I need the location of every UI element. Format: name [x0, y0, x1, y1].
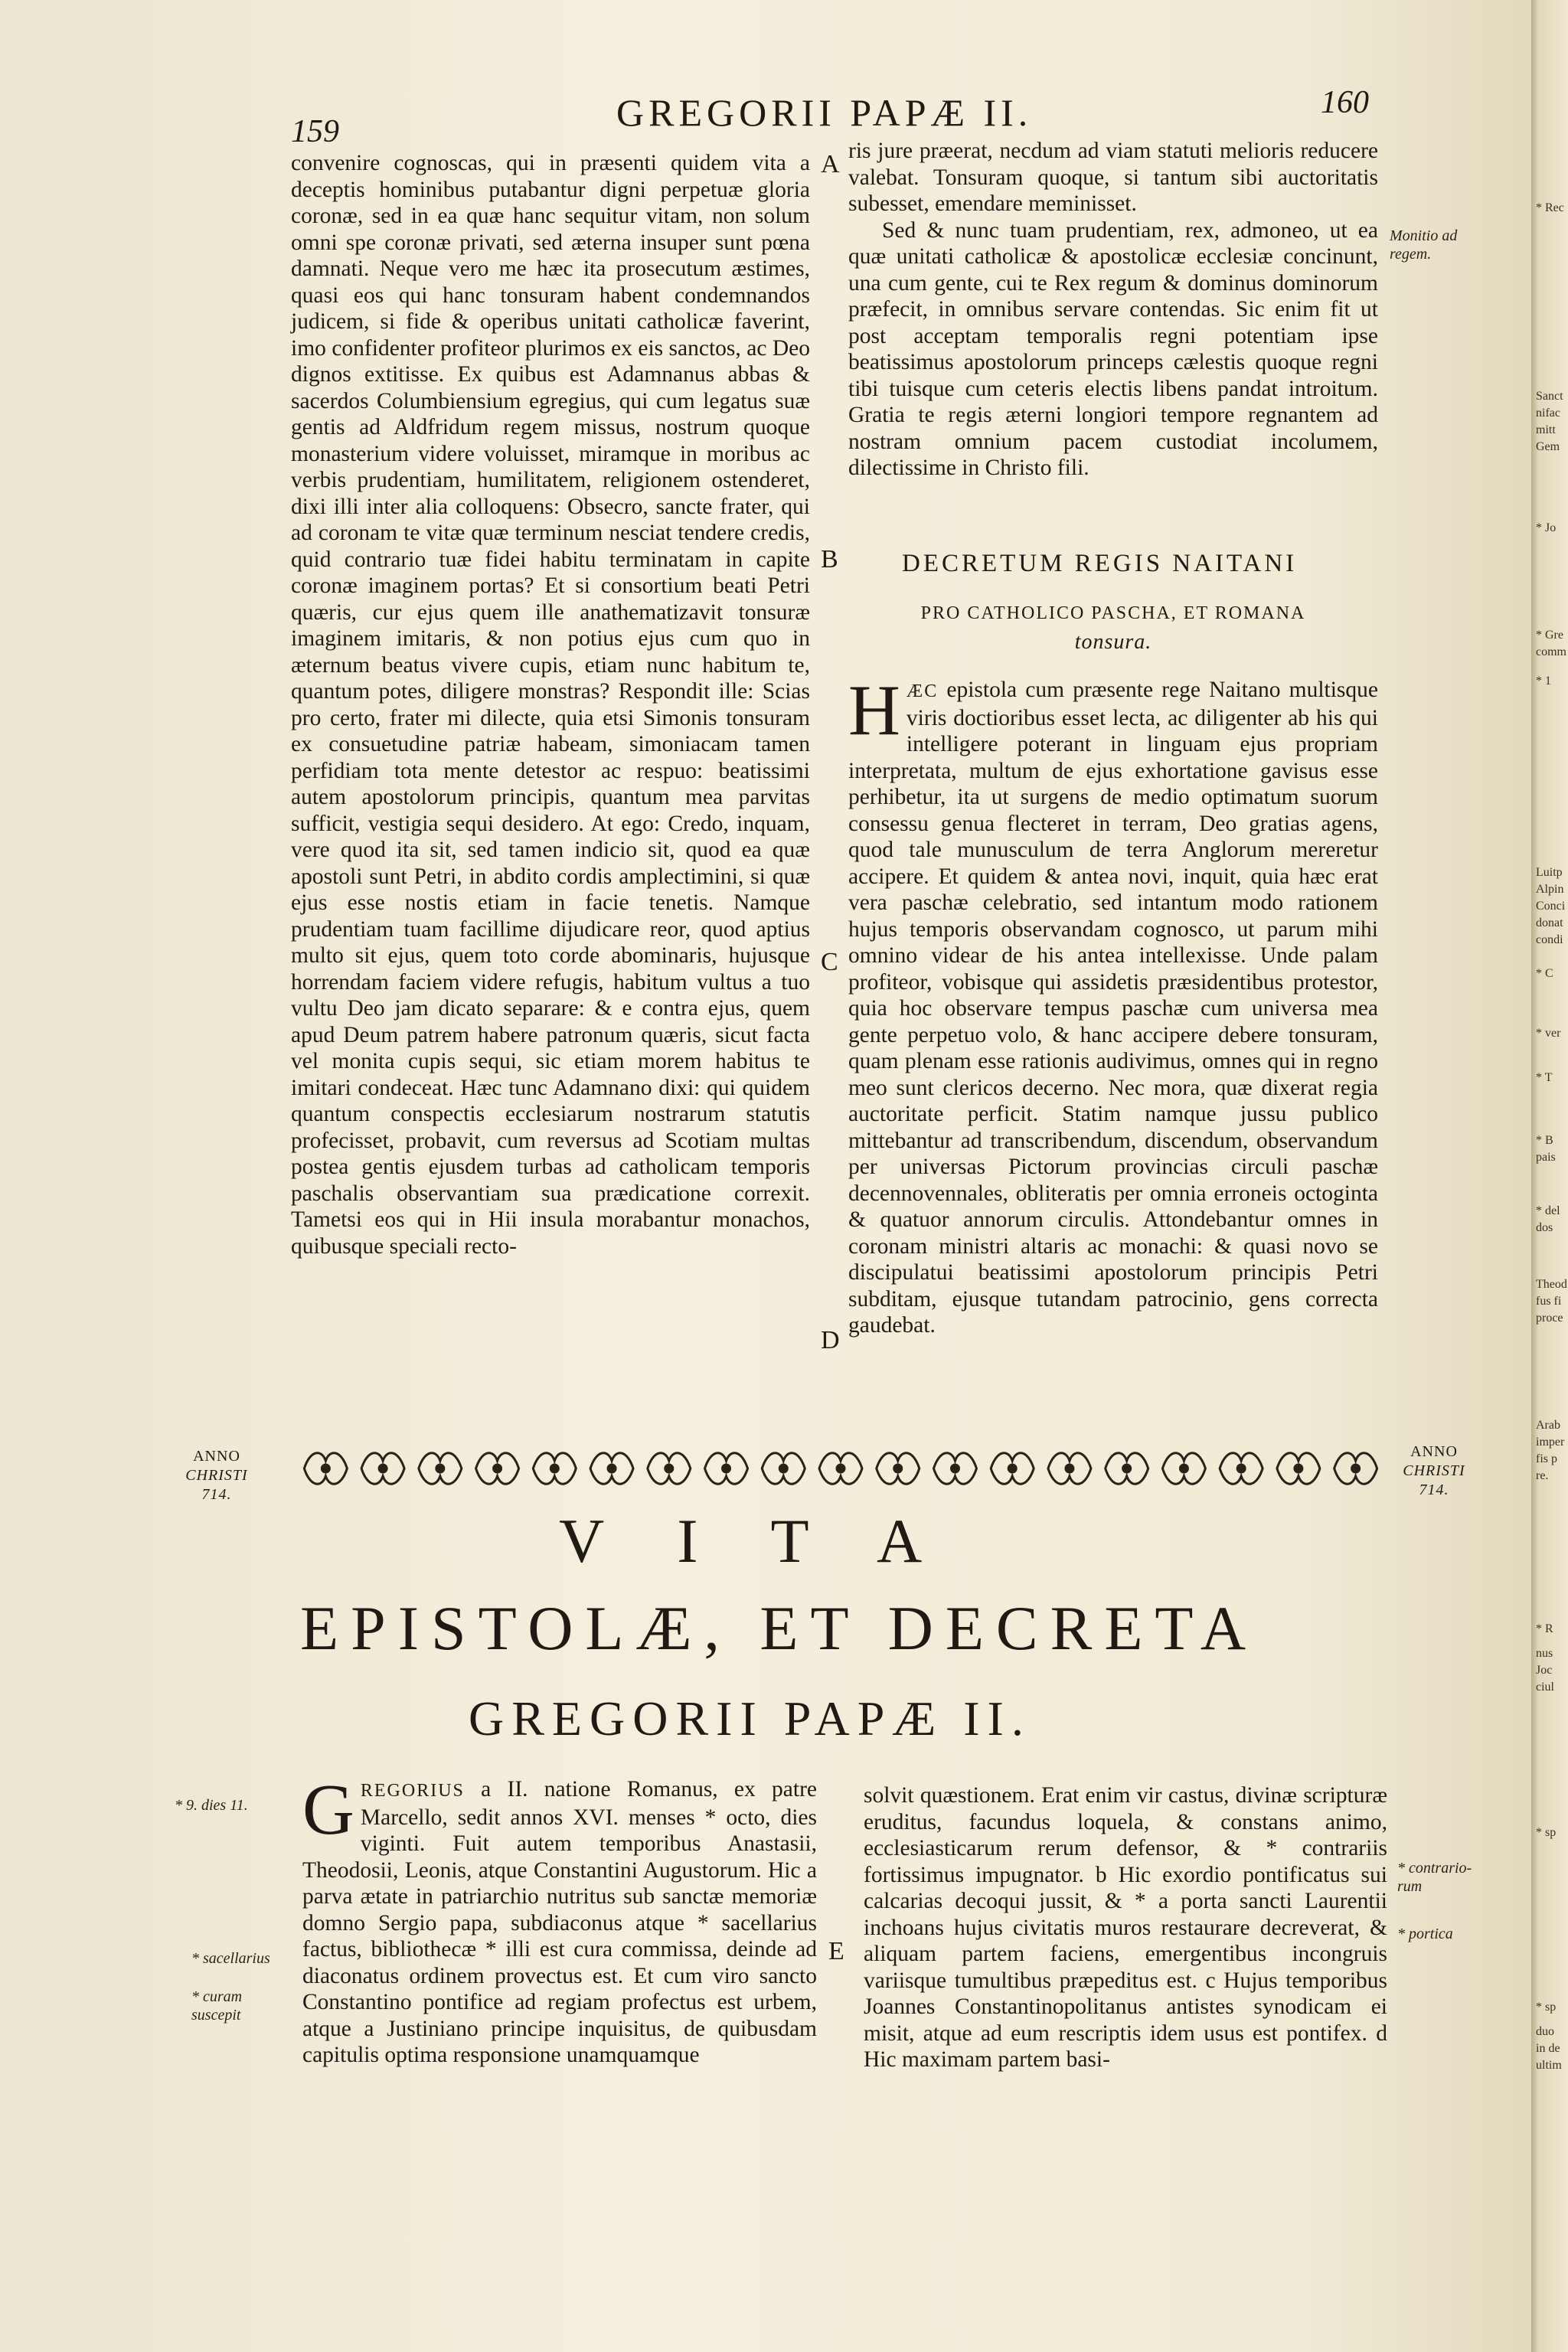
edge-fragment: Theod — [1536, 1278, 1567, 1291]
edge-fragment: duo — [1536, 2025, 1554, 2038]
right-column — [848, 138, 1378, 482]
margin-note-monitio: Monitio ad regem. — [1390, 227, 1458, 263]
edge-fragment: * Gre — [1536, 629, 1563, 642]
margin-note-portica: * portica — [1397, 1926, 1453, 1942]
edge-fragment: imper — [1536, 1436, 1565, 1449]
section-marker-a: A — [821, 150, 840, 178]
edge-fragment: * 1 — [1536, 675, 1551, 688]
margin-note-dies: * 9. dies 11. — [175, 1797, 248, 1814]
left-page-number: 159 — [291, 114, 339, 149]
vita-left-text: a II. natione Romanus, ex patre Marcello, sedit annos XVI. menses * octo, dies viginti. Fuit autem temporibus Anastasii, Theodosii, Leonis, atque Constantini Augustorum. Hic a parva ætate in patriarchio nutritus sub sanctæ memoriæ domno Sergio papa, subdiaconus atque * sacellarius factus, bibliothecæ * illi est cura commissa, deinde ad diaconatus ordinem provectus est. Et cum viro sancto Constantino pontifice ad regiam profectus est urbem, atque a Justiniano principe inquisitus, de quibusdam capitulis optima responsione unamquamque — [302, 1777, 817, 2067]
ornament-dot — [1352, 1465, 1360, 1472]
edge-fragment: Conci — [1536, 900, 1566, 913]
running-title: GREGORII PAPÆ II. — [616, 91, 1033, 134]
ornament-dot — [1237, 1465, 1245, 1472]
edge-fragment: mitt — [1536, 423, 1556, 436]
ornament-dot — [894, 1465, 902, 1472]
ornament-dot — [665, 1465, 673, 1472]
vita-heading-line-2: EPISTOLÆ, ET DECRETA — [300, 1593, 1259, 1663]
decree-subtitle — [848, 599, 1378, 657]
vita-heading-line-1: VITA — [559, 1506, 995, 1576]
edge-fragment: * B — [1536, 1134, 1553, 1147]
edge-fragment: condi — [1536, 933, 1563, 946]
vita-heading-line-3: GREGORII PAPÆ II. — [469, 1691, 1031, 1746]
ornament-dot — [608, 1465, 616, 1472]
ornament-dot — [322, 1465, 329, 1472]
decree-body — [848, 671, 1378, 1339]
ornament-dot — [494, 1465, 501, 1472]
vita-right-text: solvit quæstionem. Erat enim vir castus, divinæ scripturæ eruditus, facundus loquela, & constans animo, ecclesiasticarum rerum defensor, & * contrariis fortissimus impugnator. b Hic exordio pontificatus sui calcarias decoqui jussit, & * a porta sancti Laurentii inchoans hujus civitatis muros restaurare decreverat, & aliquam partem faciens, emergentibus incongruis variisque tumultibus præpeditus est. c Hujus temporibus Joannes Constantinopolitanus antistes synodicam ei misit, atque ad eum rescriptis idem usus est pontifex. d Hic maximam partem basi- — [864, 1783, 1387, 2072]
right-paragraph-2: Sed & nunc tuam prudentiam, rex, admoneo, ut ea quæ unitati catholicæ & apostolicæ ecclesiæ concinunt, una cum gente, cui te Rex regum & dominus dominorum præfecit, in omnibus servare contendas. Sic enim fit ut post acceptam temporalis regni potentiam ipse beatissimus apostolorum princeps cælestis quoque regni tibi tuisque cum ceteris electis libens pandat introitum. Gratia te regis æterni longiori tempore regnantem ad nostram omnium pacem custodiat incolumem, dilectissime in Christo fili. — [848, 217, 1378, 480]
edge-fragment: Sanct — [1536, 390, 1563, 403]
vita-right-column — [864, 1782, 1387, 2073]
ornament-dot — [1123, 1465, 1131, 1472]
ornament-dot — [837, 1465, 844, 1472]
edge-fragment: * sp — [1536, 1826, 1557, 1839]
edge-fragment: pais — [1536, 1151, 1556, 1164]
vita-dropcap: G — [302, 1770, 354, 1850]
edge-fragment: * T — [1536, 1071, 1553, 1084]
edge-fragment: donat — [1536, 916, 1563, 929]
section-marker-c: C — [821, 948, 838, 976]
ornament-dot — [779, 1465, 787, 1472]
margin-note-contrario: * contrario-rum — [1397, 1860, 1472, 1895]
left-paragraph: convenire cognoscas, qui in præsenti quidem vita a deceptis hominibus putabantur digni perpetuæ gloria coronæ, sed in ea quæ hanc sequitur vitam, non solum omni spe coronæ privati, sed æterna insuper sunt pœna damnati. Neque vero me hæc ita prosecutum æstimes, quasi eos qui hanc tonsuram habent condemnandos judicem, si fide & operibus unitati catholicæ faverint, imo confidenter profiteor plurimos ex eis sanctos, ac Deo dignos extitisse. Ex quibus est Adamnanus abbas & sacerdos Columbiensium egregius, qui cum legatus suæ gentis ad Aldfridum regem missus, nostrum quoque monasterium videre voluisset, miramque in moribus ac verbis prudentiam, humilitatem, religionem ostenderet, dixi illi inter alia colloquens: Obsecro, sancte frater, qui ad coronam te vitæ quæ terminum nesciat tendere credis, quid contrario tuæ fidei habitu terminatam in capite coronæ imaginem portas? Et si consortium beati Petri quæris, cur ejus quem ille anathematizavit tonsuræ imaginem imitaris, & non potius ejus cum quo in æternum beatus vivere cupis, etiam nunc habitum te, quantum potes, diligere monstras? Respondit ille: Scias pro certo, frater mi dilecte, quia etsi Simonis tonsuram ex consuetudine patriæ habeam, simoniacam tamen perfidiam tota mente detestor ac respuo: beatissimi autem apostolorum principis, quantum mea parvitas sufficit, vestigia sequi desidero. At ego: Credo, inquam, vere quod ita sit, sed tamen indicio sit, quod ea quæ apostoli sunt Petri, in abdito cordis amplectimini, si quæ ejus esse nostis etiam in facie tenetis. Namque prudentiam tuam facillime dijudicare reor, quod aptius multo sit ejus, quem toto corde abominaris, hujusque horrendam faciem videre refugis, habitum vultus a tuo vultu Deo jam dicato separare: & e contra ejus, quem apud Deum patrem habere patronum quæris, sicut facta vel monita cupis sequi, sic etiam morem habitus te imitari condeceat. Hæc tunc Adamnano dixi: qui quidem quantum conspectis ecclesiarum nostrarum statutis profecisset, probavit, cum reversus ad Scotiam multas postea gentis ejusdem turbas ad catholicam temporis paschalis observantiam sua prædicatione correxit. Tametsi eos qui in Hii insula morabantur monachos, quibusque speciali recto- — [291, 151, 810, 1259]
decree-subtitle-line-1: PRO CATHOLICO PASCHA, ET ROMANA — [920, 603, 1306, 623]
edge-fragment: * ver — [1536, 1027, 1561, 1040]
edge-fragment: Luitp — [1536, 866, 1563, 879]
ornament-band — [297, 1446, 1384, 1491]
ornament-dot — [436, 1465, 444, 1472]
edge-fragment: dos — [1536, 1221, 1553, 1234]
anno-christi-right — [1392, 1442, 1476, 1500]
decree-smallcaps: ÆC — [906, 681, 939, 701]
edge-fragment: * R — [1536, 1622, 1553, 1635]
decree-title: DECRETUM REGIS NAITANI — [902, 550, 1298, 577]
edge-fragment: Alpin — [1536, 883, 1564, 896]
section-marker-e: E — [828, 1937, 844, 1965]
ornament-dot — [1008, 1465, 1016, 1472]
decree-text: epistola cum præsente rege Naitano multisque viris doctioribus esset lecta, ac diligenter ab his qui intelligere poterant in linguam ejus propriam interpretata, multum de ejus exhortatione gavisus esse perhibetur, ita ut surgens de medio optimatum suorum consessu genua flecteret in terram, Deo gratias agens, quod tale munusculum de terra Anglorum mereretur accipere. Et quidem & antea novi, inquit, quia hæc erat vera paschæ celebratio, sed intantum modo rationem hujus temporis observandam cognosco, ut parum mihi omnino videar de his antea intellexisse. Unde palam profiteor, vobisque qui assidetis præsidentibus protestor, quia hoc observare tempus paschæ cum universa mea gente perpetuo volo, & hanc accipere debere tonsuram, quam plenam esse rationis audivimus, omnes qui in regno meo sunt clericos decerno. Nec mora, quæ dixerat regia auctoritate perficit. Statim namque jussu publico mittebantur ad transcribendum, discendum, observandum per universas Pictorum provincias circuli paschæ decennovennales, obliteratis per omnia erroneis octoginta & quatuor annorum circulis. Attondebantur omnes in coronam ministri altaris ac monachi: & quasi novo se discipulatui beatissimi apostolorum principis Petri subditam, ejusque tutandam patrocinio, gens correcta gaudebat. — [848, 678, 1378, 1338]
ornament-dot — [1066, 1465, 1073, 1472]
margin-note-sacellarius: * sacellarius — [191, 1950, 270, 1967]
facing-page-edge — [1531, 0, 1568, 2352]
ornament-dot — [1180, 1465, 1187, 1472]
anno-year: 714. — [201, 1486, 232, 1503]
edge-fragment: re. — [1536, 1469, 1549, 1482]
left-column — [291, 150, 810, 1259]
ornament-dot — [723, 1465, 730, 1472]
section-marker-d: D — [821, 1326, 840, 1354]
anno-christi-left — [175, 1447, 259, 1504]
edge-fragment: * Rec — [1536, 201, 1564, 214]
section-marker-b: B — [821, 545, 838, 573]
vita-smallcaps: REGORIUS — [360, 1781, 465, 1801]
edge-fragment: * Jo — [1536, 521, 1557, 534]
edge-fragment: ultim — [1536, 2059, 1562, 2072]
ornament-dot — [550, 1465, 558, 1472]
christi-label: CHRISTI — [185, 1467, 248, 1484]
edge-fragment: * del — [1536, 1204, 1560, 1217]
ornament-dot — [1295, 1465, 1302, 1472]
anno-year: 714. — [1419, 1481, 1449, 1498]
right-paragraph-1: ris jure præerat, necdum ad viam statuti melioris reducere valebat. Tonsuram quoque, si tantum sibi auctoritatis subesset, emendare meminisset. — [848, 139, 1378, 216]
edge-fragment: nus — [1536, 1647, 1553, 1660]
edge-fragment: in de — [1536, 2042, 1560, 2055]
decree-subtitle-line-2: tonsura. — [1074, 630, 1152, 654]
ornament-motifs — [304, 1453, 1377, 1484]
edge-fragment: * C — [1536, 967, 1553, 980]
edge-fragment: Joc — [1536, 1664, 1553, 1677]
anno-label: ANNO — [193, 1448, 240, 1465]
vita-left-column — [302, 1770, 817, 2069]
ornament-dot — [379, 1465, 387, 1472]
ornament-dot — [951, 1465, 959, 1472]
edge-fragment: Arab — [1536, 1419, 1560, 1432]
edge-fragment: Gem — [1536, 440, 1560, 453]
edge-fragment: comm — [1536, 645, 1566, 658]
edge-fragment: * sp — [1536, 2001, 1557, 2014]
edge-fragment: nifac — [1536, 407, 1560, 420]
christi-label: CHRISTI — [1403, 1462, 1465, 1479]
edge-fragment: proce — [1536, 1312, 1563, 1325]
decree-dropcap: H — [848, 671, 900, 750]
edge-fragment: fus fi — [1536, 1295, 1562, 1308]
edge-fragment: ciul — [1536, 1681, 1554, 1694]
edge-fragment: fis p — [1536, 1452, 1557, 1465]
anno-label: ANNO — [1410, 1443, 1458, 1460]
margin-note-curam: * curam suscepit — [191, 1988, 243, 2024]
right-page-number: 160 — [1321, 85, 1369, 120]
